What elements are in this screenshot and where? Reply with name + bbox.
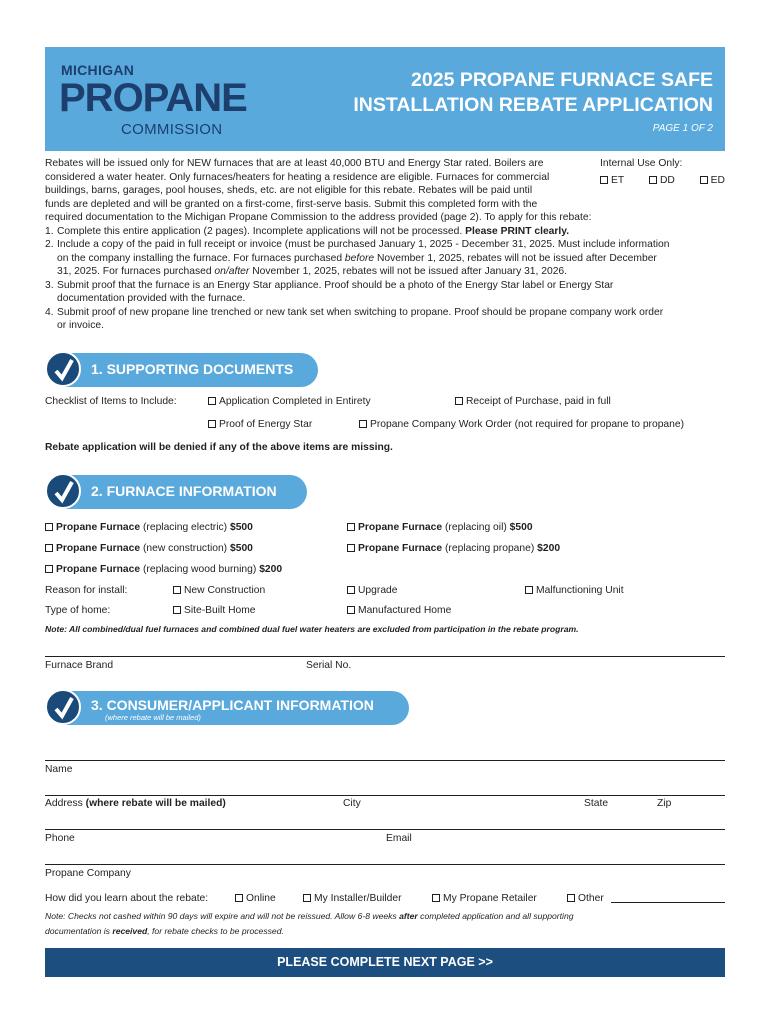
form-title-line2: INSTALLATION REBATE APPLICATION [353,94,713,116]
checkbox-icon[interactable] [347,544,355,552]
header-banner [45,47,725,151]
instruction-list [45,225,725,333]
check-expire-note-cont: documentation is received, for rebate checks to be processed. [45,926,284,936]
serial-number-label: Serial No. [306,660,352,671]
furnace-option-propane[interactable]: Propane Furnace (replacing propane) $200 [347,543,560,554]
intro-line: considered a water heater. Only furnaces/heaters for heating a residence are eligible. Furnaces for commercial [45,171,550,183]
reason-upgrade[interactable]: Upgrade [347,585,398,596]
reason-new-construction[interactable]: New Construction [173,585,265,596]
michigan-propane-commission-logo [59,59,269,143]
instruction-item-2-cont: 31, 2025. For furnaces purchased on/after November 1, 2025, rebates will not be issued after January 31, 2026. [57,266,568,277]
propane-company-label: Propane Company [45,868,131,879]
internal-option-dd[interactable]: DD [649,175,675,186]
reason-malfunctioning[interactable]: Malfunctioning Unit [525,585,624,596]
zip-label: Zip [657,798,672,809]
furnace-option-new-construction[interactable]: Propane Furnace (new construction) $500 [45,543,253,554]
next-page-banner: PLEASE COMPLETE NEXT PAGE >> [45,948,725,977]
other-input-line[interactable] [611,902,725,903]
checklist-label: Checklist of Items to Include: [45,396,177,407]
checkbox-icon[interactable] [45,544,53,552]
section2-title: 2. FURNACE INFORMATION [61,475,307,509]
checkbox-icon[interactable] [208,420,216,428]
furnace-option-electric[interactable]: Propane Furnace (replacing electric) $500 [45,522,253,533]
intro-line: Rebates will be issued only for NEW furnaces that are at least 40,000 BTU and Energy Star rated. Boilers are [45,158,544,169]
checklist-item-energy-star[interactable]: Proof of Energy Star [208,419,312,430]
checkbox-icon[interactable] [347,606,355,614]
checklist-item-work-order[interactable]: Propane Company Work Order (not required for propane to propane) [359,419,684,430]
home-type-label: Type of home: [45,605,111,616]
logo-commission-text: COMMISSION [121,121,223,138]
checkbox-icon[interactable] [567,894,575,902]
checkbox-icon[interactable] [173,606,181,614]
address-label: Address (where rebate will be mailed) [45,798,226,809]
intro-line: buildings, barns, garages, pool houses, sheds, etc. are not eligible for this rebate. Rebates will be paid until [45,185,533,196]
checkbox-icon[interactable] [45,565,53,573]
checkbox-icon[interactable] [455,397,463,405]
logo-michigan-text: MICHIGAN [61,62,135,78]
checkbox-icon[interactable] [45,523,53,531]
internal-option-et[interactable]: ET [600,175,624,186]
instruction-item-4-cont: or invoice. [57,320,104,331]
checkbox-icon[interactable] [173,586,181,594]
checkbox-icon[interactable] [347,523,355,531]
furnace-info-line[interactable] [45,656,725,657]
checkbox-icon[interactable] [208,397,216,405]
section3-title: 3. CONSUMER/APPLICANT INFORMATION (where rebate will be mailed) [61,691,409,725]
checkbox-icon[interactable] [432,894,440,902]
furnace-option-oil[interactable]: Propane Furnace (replacing oil) $500 [347,522,533,533]
furnace-option-wood[interactable]: Propane Furnace (replacing wood burning) $200 [45,564,282,575]
city-label: City [343,798,361,809]
reason-label: Reason for install: [45,585,128,596]
name-label: Name [45,764,73,775]
instruction-item-1: 1. Complete this entire application (2 pages). Incomplete applications will not be processed. Please PRINT clearly. [45,225,570,237]
page-number: PAGE 1 OF 2 [652,123,713,134]
checklist-item-application[interactable]: Application Completed in Entirety [208,396,371,407]
check-expire-note: Note: Checks not cashed within 90 days will expire and will not be reissued. Allow 6-8 weeks after completed application and all supporting [45,911,574,921]
home-site-built[interactable]: Site-Built Home [173,605,256,616]
checkbox-icon[interactable] [303,894,311,902]
phone-email-line[interactable] [45,829,725,830]
learn-online[interactable]: Online [235,893,276,904]
instruction-item-4: 4. Submit proof of new propane line trenched or new tank set when switching to propane. Proof should be propane company work order [45,306,664,318]
learn-retailer[interactable]: My Propane Retailer [432,893,537,904]
propane-company-line[interactable] [45,864,725,865]
furnace-brand-label: Furnace Brand [45,660,114,671]
checkmark-circle-icon [45,351,81,387]
instruction-item-3: 3. Submit proof that the furnace is an Energy Star appliance. Proof should be a photo of the Energy Star label or Energy Star [45,279,614,291]
section1-title: 1. SUPPORTING DOCUMENTS [61,353,318,387]
section3-subtitle: (where rebate will be mailed) [105,713,201,722]
logo-propane-text: PROPANE [59,76,247,120]
learn-installer[interactable]: My Installer/Builder [303,893,402,904]
instruction-item-2-cont: on the company installing the furnace. For furnaces purchased before November 1, 2025, rebates will not be issued after December [57,252,657,264]
address-line[interactable] [45,795,725,796]
checkmark-circle-icon [45,689,81,725]
internal-option-ed[interactable]: ED [700,175,725,186]
internal-use-label: Internal Use Only: [600,158,683,169]
denial-warning: Rebate application will be denied if any of the above items are missing. [45,442,393,453]
checklist-item-receipt[interactable]: Receipt of Purchase, paid in full [455,396,611,407]
intro-line: funds are depleted and will be granted on a first-come, first-serve basis. Submit this completed form with the [45,198,538,210]
checkmark-circle-icon [45,473,81,509]
intro-instructions [45,157,725,333]
home-manufactured[interactable]: Manufactured Home [347,605,451,616]
form-title-line1: 2025 PROPANE FURNACE SAFE [411,69,713,91]
instruction-item-3-cont: documentation provided with the furnace. [57,293,246,304]
name-line[interactable] [45,760,725,761]
checkbox-icon[interactable] [235,894,243,902]
checkbox-icon[interactable] [525,586,533,594]
instruction-item-2: 2. Include a copy of the paid in full receipt or invoice (must be purchased January 1, 2025 - December 31, 2025. Must include information [45,239,670,250]
state-label: State [584,798,609,809]
dual-fuel-note: Note: All combined/dual fuel furnaces and combined dual fuel water heaters are excluded from participation in the rebate program. [45,624,579,634]
learn-label: How did you learn about the rebate: [45,893,209,904]
intro-line: required documentation to the Michigan Propane Commission to the address provided (page 2). To apply for this rebate: [45,212,592,223]
learn-other[interactable]: Other [567,893,604,904]
checkbox-icon[interactable] [347,586,355,594]
email-label: Email [386,833,412,844]
phone-label: Phone [45,833,75,844]
checkbox-icon[interactable] [359,420,367,428]
